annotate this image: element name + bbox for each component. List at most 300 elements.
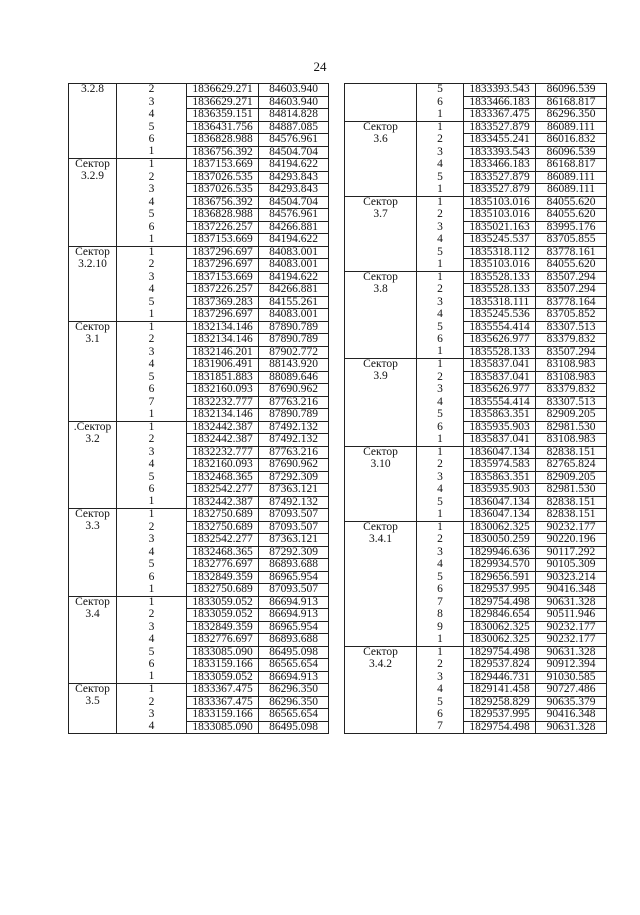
- x-coordinate: 1835837.041: [464, 434, 536, 447]
- y-coordinate: 90631.328: [536, 596, 607, 609]
- coordinate-row: [69, 459, 329, 472]
- x-coordinate: 1837296.697: [187, 309, 259, 322]
- x-coordinate: 1829537.995: [464, 584, 536, 597]
- coordinate-row: [69, 171, 329, 184]
- x-coordinate: 1832134.146: [187, 321, 259, 334]
- x-coordinate: 1835554.414: [464, 396, 536, 409]
- y-coordinate: 90220.196: [536, 534, 607, 547]
- coordinate-row: [69, 509, 329, 522]
- sector-label: .Сектор: [69, 421, 117, 434]
- sector-cell: [69, 646, 117, 659]
- coordinate-row: [69, 84, 329, 97]
- y-coordinate: 87292.309: [259, 546, 329, 559]
- x-coordinate: 1832442.387: [187, 434, 259, 447]
- y-coordinate: 86965.954: [259, 571, 329, 584]
- sector-cell: [69, 284, 117, 297]
- coordinate-row: [69, 634, 329, 647]
- coordinate-row: [69, 284, 329, 297]
- y-coordinate: 84576.961: [259, 209, 329, 222]
- coordinate-row: [69, 521, 329, 534]
- x-coordinate: 1830062.325: [464, 634, 536, 647]
- coordinate-row: [69, 684, 329, 697]
- coordinate-row: [345, 434, 607, 447]
- sector-cell: [69, 221, 117, 234]
- y-coordinate: 87890.789: [259, 409, 329, 422]
- sector-label: 3.2: [69, 434, 117, 447]
- coordinate-row: [345, 296, 607, 309]
- coordinate-row: [345, 646, 607, 659]
- sector-cell: [345, 434, 417, 447]
- x-coordinate: 1837026.535: [187, 171, 259, 184]
- point-number: 4: [417, 484, 464, 497]
- point-number: 1: [417, 434, 464, 447]
- sector-cell: [345, 621, 417, 634]
- coordinate-row: [69, 184, 329, 197]
- coordinate-row: [345, 696, 607, 709]
- sector-cell: [345, 171, 417, 184]
- coordinate-row: [345, 246, 607, 259]
- point-number: 1: [117, 584, 187, 597]
- point-number: 1: [417, 509, 464, 522]
- coordinates-table-left: [68, 83, 329, 734]
- x-coordinate: 1833527.879: [464, 171, 536, 184]
- y-coordinate: 82981.530: [536, 421, 607, 434]
- y-coordinate: 86565.654: [259, 659, 329, 672]
- y-coordinate: 86495.098: [259, 646, 329, 659]
- sector-cell: [345, 509, 417, 522]
- point-number: 3: [117, 446, 187, 459]
- y-coordinate: 91030.585: [536, 671, 607, 684]
- point-number: 4: [117, 359, 187, 372]
- x-coordinate: 1829656.591: [464, 571, 536, 584]
- coordinate-row: [69, 721, 329, 734]
- coordinate-row: [69, 696, 329, 709]
- y-coordinate: 86694.913: [259, 609, 329, 622]
- y-coordinate: 90631.328: [536, 646, 607, 659]
- x-coordinate: 1832468.365: [187, 546, 259, 559]
- y-coordinate: 86089.111: [536, 171, 607, 184]
- x-coordinate: 1835626.977: [464, 334, 536, 347]
- coordinate-row: [69, 384, 329, 397]
- y-coordinate: 87902.772: [259, 346, 329, 359]
- x-coordinate: 1832146.201: [187, 346, 259, 359]
- coordinate-row: [345, 171, 607, 184]
- point-number: 7: [417, 596, 464, 609]
- x-coordinate: 1837026.535: [187, 184, 259, 197]
- sector-cell: [345, 696, 417, 709]
- y-coordinate: 90511.946: [536, 609, 607, 622]
- coordinate-row: [69, 246, 329, 259]
- x-coordinate: 1835935.903: [464, 421, 536, 434]
- y-coordinate: 87763.216: [259, 396, 329, 409]
- y-coordinate: 90117.292: [536, 546, 607, 559]
- sector-label: 3.7: [345, 209, 417, 222]
- coordinate-row: [69, 646, 329, 659]
- sector-label: 3.6: [345, 134, 417, 147]
- y-coordinate: 90232.177: [536, 621, 607, 634]
- y-coordinate: 84055.620: [536, 259, 607, 272]
- sector-label: 3.1: [69, 334, 117, 347]
- coordinate-row: [69, 321, 329, 334]
- y-coordinate: 86296.350: [536, 109, 607, 122]
- sector-label: Сектор: [345, 646, 417, 659]
- sector-cell: [69, 209, 117, 222]
- point-number: 6: [417, 334, 464, 347]
- y-coordinate: 83108.983: [536, 434, 607, 447]
- point-number: 3: [417, 296, 464, 309]
- point-number: 1: [417, 184, 464, 197]
- y-coordinate: 86694.913: [259, 596, 329, 609]
- sector-label: Сектор: [69, 246, 117, 259]
- coordinate-row: [69, 259, 329, 272]
- x-coordinate: 1833367.475: [187, 684, 259, 697]
- coordinate-row: [345, 471, 607, 484]
- y-coordinate: 83507.294: [536, 271, 607, 284]
- sector-cell: [345, 334, 417, 347]
- point-number: 1: [417, 521, 464, 534]
- point-number: 1: [117, 234, 187, 247]
- point-number: 4: [417, 684, 464, 697]
- x-coordinate: 1832134.146: [187, 334, 259, 347]
- coordinate-row: [345, 496, 607, 509]
- sector-cell: [69, 484, 117, 497]
- y-coordinate: 84055.620: [536, 209, 607, 222]
- point-number: 1: [117, 421, 187, 434]
- sector-label: 3.10: [345, 459, 417, 472]
- sector-cell: [345, 109, 417, 122]
- x-coordinate: 1833466.183: [464, 96, 536, 109]
- point-number: 5: [417, 171, 464, 184]
- coordinate-row: [345, 671, 607, 684]
- point-number: 2: [417, 371, 464, 384]
- y-coordinate: 87492.132: [259, 496, 329, 509]
- coordinate-row: [345, 721, 607, 734]
- x-coordinate: 1831851.883: [187, 371, 259, 384]
- y-coordinate: 84504.704: [259, 196, 329, 209]
- x-coordinate: 1829754.498: [464, 596, 536, 609]
- x-coordinate: 1832750.689: [187, 521, 259, 534]
- point-number: 2: [417, 659, 464, 672]
- point-number: 4: [417, 309, 464, 322]
- x-coordinate: 1833159.166: [187, 659, 259, 672]
- coordinate-row: [69, 496, 329, 509]
- point-number: 4: [117, 109, 187, 122]
- coordinate-row: [69, 471, 329, 484]
- sector-cell: [69, 571, 117, 584]
- y-coordinate: 84083.001: [259, 246, 329, 259]
- x-coordinate: 1832776.697: [187, 559, 259, 572]
- y-coordinate: 90727.486: [536, 684, 607, 697]
- y-coordinate: 90232.177: [536, 634, 607, 647]
- coordinate-row: [69, 209, 329, 222]
- point-number: 6: [417, 96, 464, 109]
- point-number: 5: [417, 321, 464, 334]
- x-coordinate: 1837296.697: [187, 246, 259, 259]
- sector-cell: [69, 146, 117, 159]
- point-number: 5: [117, 209, 187, 222]
- y-coordinate: 90416.348: [536, 709, 607, 722]
- coordinate-row: [69, 146, 329, 159]
- coordinate-row: [69, 409, 329, 422]
- x-coordinate: 1835103.016: [464, 196, 536, 209]
- coordinate-row: [345, 396, 607, 409]
- coordinate-row: [345, 509, 607, 522]
- y-coordinate: 82909.205: [536, 409, 607, 422]
- point-number: 4: [417, 234, 464, 247]
- x-coordinate: 1836359.151: [187, 109, 259, 122]
- point-number: 6: [117, 221, 187, 234]
- coordinate-row: [69, 121, 329, 134]
- point-number: 5: [417, 496, 464, 509]
- x-coordinate: 1833393.543: [464, 84, 536, 97]
- point-number: 3: [117, 534, 187, 547]
- x-coordinate: 1832750.689: [187, 509, 259, 522]
- point-number: 1: [117, 509, 187, 522]
- sector-label: Сектор: [345, 196, 417, 209]
- sector-cell: [345, 571, 417, 584]
- point-number: 2: [117, 171, 187, 184]
- x-coordinate: 1833455.241: [464, 134, 536, 147]
- x-coordinate: 1833159.166: [187, 709, 259, 722]
- y-coordinate: 83307.513: [536, 396, 607, 409]
- sector-cell: [69, 371, 117, 384]
- point-number: 5: [417, 246, 464, 259]
- coordinate-row: [345, 521, 607, 534]
- sector-cell: [69, 396, 117, 409]
- x-coordinate: 1832542.277: [187, 534, 259, 547]
- y-coordinate: 86565.654: [259, 709, 329, 722]
- x-coordinate: 1835935.903: [464, 484, 536, 497]
- y-coordinate: 84266.881: [259, 284, 329, 297]
- y-coordinate: 90635.379: [536, 696, 607, 709]
- sector-cell: [345, 421, 417, 434]
- coordinate-row: [69, 421, 329, 434]
- x-coordinate: 1837369.283: [187, 296, 259, 309]
- x-coordinate: 1836047.134: [464, 446, 536, 459]
- x-coordinate: 1833527.879: [464, 121, 536, 134]
- sector-cell: [69, 659, 117, 672]
- point-number: 3: [417, 384, 464, 397]
- coordinate-row: [69, 609, 329, 622]
- point-number: 1: [117, 596, 187, 609]
- sector-cell: [345, 584, 417, 597]
- y-coordinate: 90323.214: [536, 571, 607, 584]
- point-number: 5: [117, 296, 187, 309]
- x-coordinate: 1835863.351: [464, 471, 536, 484]
- y-coordinate: 82838.151: [536, 496, 607, 509]
- point-number: 1: [417, 121, 464, 134]
- coordinate-row: [345, 96, 607, 109]
- point-number: 1: [117, 671, 187, 684]
- y-coordinate: 83507.294: [536, 346, 607, 359]
- sector-cell: [69, 184, 117, 197]
- point-number: 2: [117, 84, 187, 97]
- y-coordinate: 83705.855: [536, 234, 607, 247]
- x-coordinate: 1835974.583: [464, 459, 536, 472]
- point-number: 3: [117, 621, 187, 634]
- x-coordinate: 1832542.277: [187, 484, 259, 497]
- point-number: 1: [417, 446, 464, 459]
- x-coordinate: 1833059.052: [187, 671, 259, 684]
- x-coordinate: 1833059.052: [187, 596, 259, 609]
- point-number: 3: [417, 221, 464, 234]
- x-coordinate: 1832160.093: [187, 459, 259, 472]
- x-coordinate: 1835528.133: [464, 346, 536, 359]
- y-coordinate: 90912.394: [536, 659, 607, 672]
- y-coordinate: 83778.164: [536, 296, 607, 309]
- sector-cell: [345, 159, 417, 172]
- sector-cell: [345, 321, 417, 334]
- y-coordinate: 82765.824: [536, 459, 607, 472]
- y-coordinate: 82909.205: [536, 471, 607, 484]
- coordinate-row: [69, 221, 329, 234]
- sector-cell: [345, 671, 417, 684]
- y-coordinate: 84194.622: [259, 159, 329, 172]
- x-coordinate: 1832134.146: [187, 409, 259, 422]
- sector-cell: [69, 671, 117, 684]
- y-coordinate: 83108.983: [536, 359, 607, 372]
- coordinate-row: [69, 359, 329, 372]
- sector-cell: [69, 471, 117, 484]
- coordinate-row: [69, 546, 329, 559]
- sector-cell: [69, 359, 117, 372]
- sector-cell: [69, 384, 117, 397]
- x-coordinate: 1836047.134: [464, 496, 536, 509]
- y-coordinate: 90416.348: [536, 584, 607, 597]
- y-coordinate: 87690.962: [259, 459, 329, 472]
- coordinate-row: [69, 346, 329, 359]
- y-coordinate: 87890.789: [259, 321, 329, 334]
- point-number: 6: [117, 134, 187, 147]
- x-coordinate: 1835626.977: [464, 384, 536, 397]
- point-number: 2: [417, 209, 464, 222]
- coordinate-row: [345, 321, 607, 334]
- x-coordinate: 1835103.016: [464, 259, 536, 272]
- y-coordinate: 86893.688: [259, 634, 329, 647]
- point-number: 3: [117, 346, 187, 359]
- coordinate-row: [69, 709, 329, 722]
- point-number: 2: [417, 459, 464, 472]
- x-coordinate: 1837153.669: [187, 159, 259, 172]
- sector-label: Сектор: [345, 446, 417, 459]
- x-coordinate: 1832232.777: [187, 446, 259, 459]
- sector-label: Сектор: [69, 321, 117, 334]
- y-coordinate: 86296.350: [259, 696, 329, 709]
- y-coordinate: 87363.121: [259, 484, 329, 497]
- sector-cell: [69, 234, 117, 247]
- sector-label: Сектор: [69, 596, 117, 609]
- y-coordinate: 82838.151: [536, 446, 607, 459]
- sector-cell: [345, 184, 417, 197]
- sector-cell: [345, 259, 417, 272]
- coordinate-row: [69, 96, 329, 109]
- coordinate-row: [345, 284, 607, 297]
- y-coordinate: 87690.962: [259, 384, 329, 397]
- y-coordinate: 83307.513: [536, 321, 607, 334]
- y-coordinate: 84814.828: [259, 109, 329, 122]
- y-coordinate: 86096.539: [536, 84, 607, 97]
- sector-cell: [345, 559, 417, 572]
- y-coordinate: 84083.001: [259, 309, 329, 322]
- point-number: 6: [417, 709, 464, 722]
- point-number: 5: [117, 646, 187, 659]
- x-coordinate: 1833085.090: [187, 646, 259, 659]
- coordinate-row: [69, 159, 329, 172]
- coordinate-row: [345, 596, 607, 609]
- point-number: 4: [417, 159, 464, 172]
- x-coordinate: 1833085.090: [187, 721, 259, 734]
- coordinate-row: [345, 559, 607, 572]
- point-number: 2: [117, 259, 187, 272]
- y-coordinate: 87492.132: [259, 421, 329, 434]
- point-number: 6: [417, 421, 464, 434]
- x-coordinate: 1833059.052: [187, 609, 259, 622]
- point-number: 4: [417, 559, 464, 572]
- y-coordinate: 84504.704: [259, 146, 329, 159]
- point-number: 5: [417, 571, 464, 584]
- x-coordinate: 1829258.829: [464, 696, 536, 709]
- y-coordinate: 86893.688: [259, 559, 329, 572]
- sector-cell: [345, 634, 417, 647]
- sector-cell: [69, 309, 117, 322]
- coordinate-row: [345, 184, 607, 197]
- sector-cell: [69, 709, 117, 722]
- coordinate-row: [69, 271, 329, 284]
- point-number: 4: [117, 546, 187, 559]
- y-coordinate: 86016.832: [536, 134, 607, 147]
- point-number: 5: [117, 559, 187, 572]
- sector-cell: [345, 221, 417, 234]
- coordinate-row: [69, 334, 329, 347]
- x-coordinate: 1835103.016: [464, 209, 536, 222]
- x-coordinate: 1836828.988: [187, 209, 259, 222]
- sector-cell: [345, 384, 417, 397]
- y-coordinate: 83379.832: [536, 384, 607, 397]
- sector-cell: [345, 409, 417, 422]
- point-number: 5: [117, 471, 187, 484]
- sector-label: 3.3: [69, 521, 117, 534]
- coordinate-row: [345, 459, 607, 472]
- x-coordinate: 1835318.111: [464, 296, 536, 309]
- x-coordinate: 1836756.392: [187, 146, 259, 159]
- coordinate-row: [345, 309, 607, 322]
- point-number: 6: [117, 571, 187, 584]
- coordinate-row: [69, 671, 329, 684]
- x-coordinate: 1830050.259: [464, 534, 536, 547]
- coordinate-row: [69, 534, 329, 547]
- point-number: 3: [417, 146, 464, 159]
- sector-cell: [345, 684, 417, 697]
- point-number: 1: [417, 359, 464, 372]
- x-coordinate: 1835837.041: [464, 359, 536, 372]
- sector-cell: [69, 346, 117, 359]
- coordinate-row: [345, 109, 607, 122]
- coordinate-row: [345, 221, 607, 234]
- y-coordinate: 90631.328: [536, 721, 607, 734]
- coordinate-row: [69, 484, 329, 497]
- sector-cell: [69, 409, 117, 422]
- x-coordinate: 1832468.365: [187, 471, 259, 484]
- point-number: 1: [417, 196, 464, 209]
- coordinates-table-right: [344, 83, 607, 734]
- sector-cell: [345, 721, 417, 734]
- sector-cell: [345, 96, 417, 109]
- sector-cell: [69, 559, 117, 572]
- coordinate-row: [69, 396, 329, 409]
- point-number: 1: [117, 684, 187, 697]
- coordinate-row: [345, 571, 607, 584]
- y-coordinate: 86965.954: [259, 621, 329, 634]
